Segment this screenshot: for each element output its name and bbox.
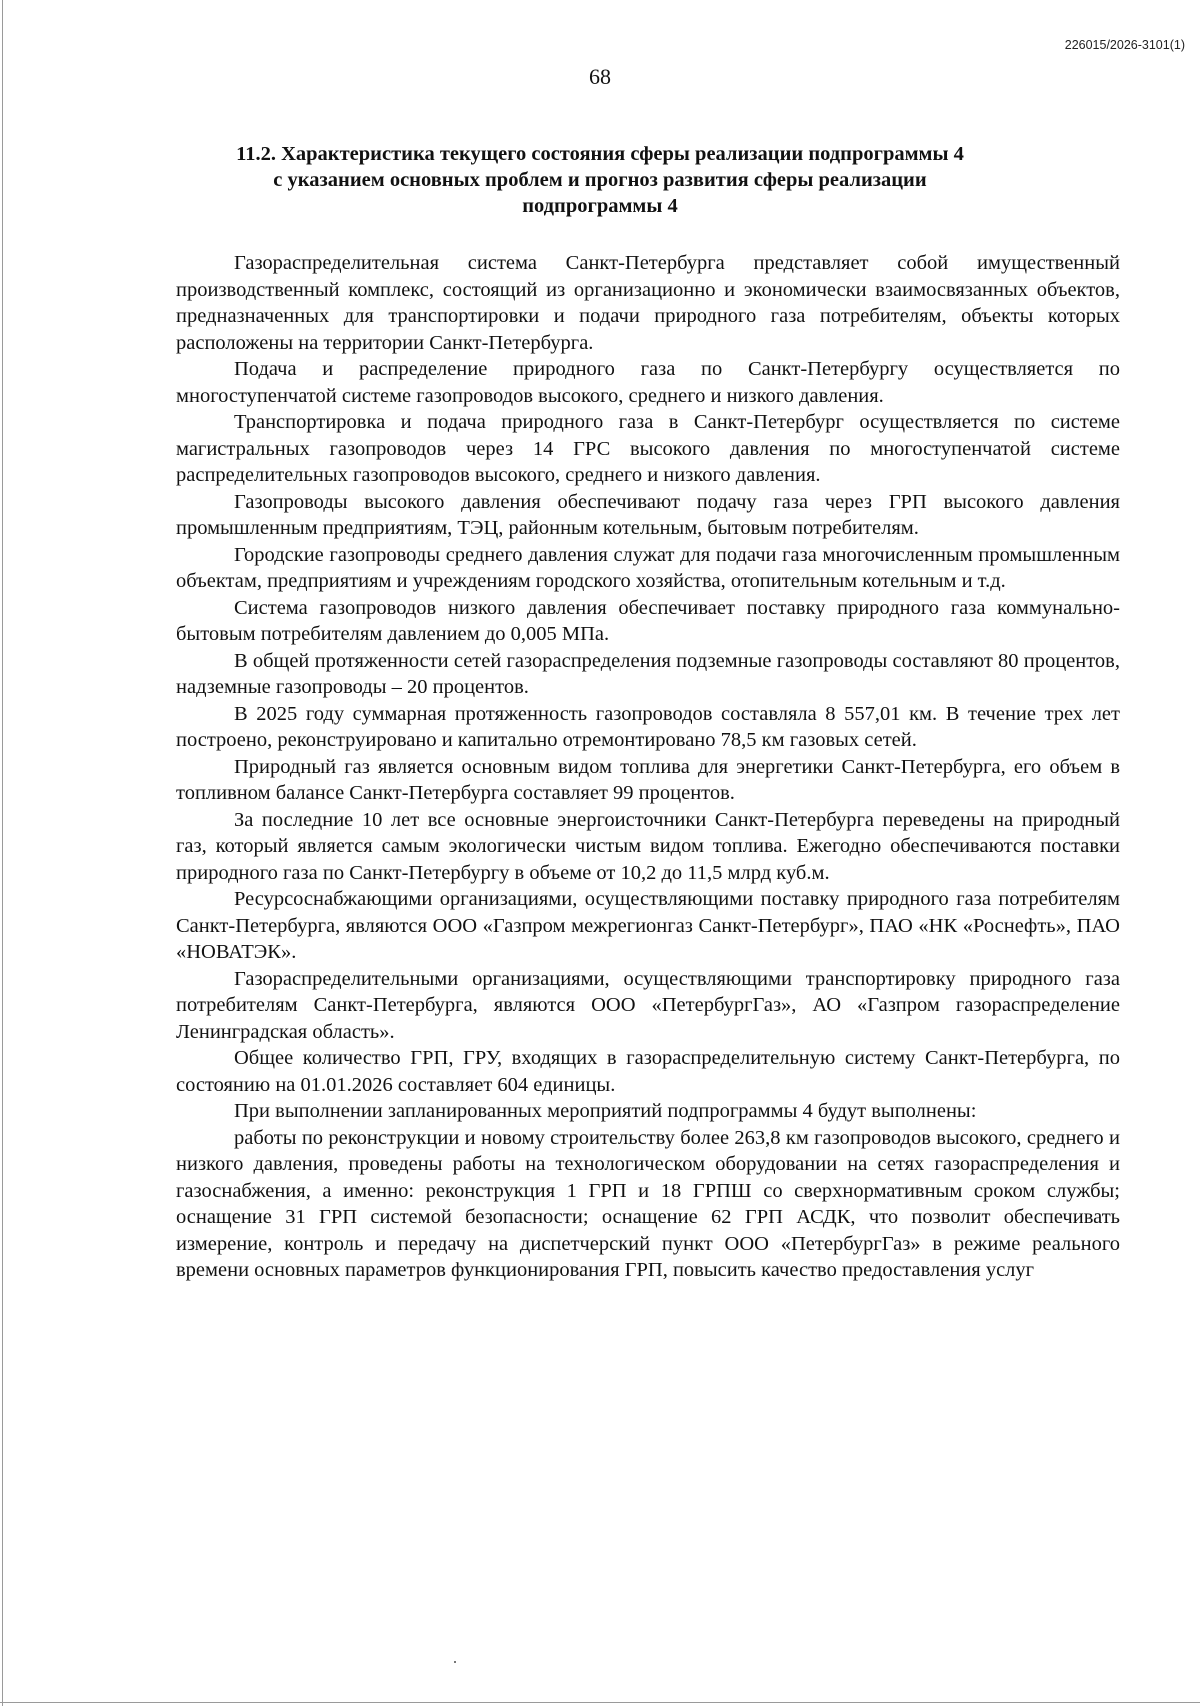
paragraph: Природный газ является основным видом топлива для энергетики Санкт-Петербурга, его объем в топливном балансе Санкт-Петербурга составляет 99 процентов. bbox=[176, 755, 1120, 804]
paragraph: Общее количество ГРП, ГРУ, входящих в газораспределительную систему Санкт-Петербурга, по состоянию на 01.01.2026 составляет 604 единицы. bbox=[176, 1047, 1120, 1096]
paragraph: работы по реконструкции и новому строительству более 263,8 км газопроводов высокого, среднего и низкого давления, проведены работы на технологическом оборудовании на сетях газораспределения и газоснабжения, а именно: реконструкция 1 ГРП и 18 ГРПШ со сверхнормативным сроком службы; оснащение 31 ГРП системой безопасности; оснащение 62 ГРП АСДК, что позволит обеспечивать измерение, контроль и передачу на диспетчерский пункт ООО «ПетербургГаз» в режиме реального времени основных параметров функционирования ГРП, повысить качество предоставления услуг bbox=[176, 1126, 1120, 1281]
heading-line: с указанием основных проблем и прогноз развития сферы реализации bbox=[273, 169, 927, 191]
paragraph: Газораспределительными организациями, осуществляющими транспортировку природного газа потребителям Санкт-Петербурга, являются ООО «ПетербургГаз», АО «Газпром газораспределение Ленинградская область». bbox=[176, 967, 1120, 1043]
paragraph: Ресурсоснабжающими организациями, осуществляющими поставку природного газа потребителям Санкт-Петербурга, являются ООО «Газпром межрегионгаз Санкт-Петербург», ПАО «НК «Роснефть», ПАО «НОВАТЭК». bbox=[176, 888, 1120, 963]
paragraph: Транспортировка и подача природного газа в Санкт-Петербург осуществляется по системе магистральных газопроводов через 14 ГРС высокого давления по многоступенчатой системе распределительных газопроводов высокого, среднего и низкого давления. bbox=[176, 411, 1120, 486]
heading-line: 11.2. Характеристика текущего состояния сферы реализации подпрограммы 4 bbox=[236, 143, 964, 165]
paragraph: При выполнении запланированных мероприятий подпрограммы 4 будут выполнены: bbox=[234, 1100, 977, 1122]
scan-edge-left bbox=[2, 0, 3, 1706]
paragraph: Система газопроводов низкого давления обеспечивает поставку природного газа коммунально-бытовым потребителям давлением до 0,005 МПа. bbox=[176, 596, 1120, 645]
paragraph: Городские газопроводы среднего давления служат для подачи газа многочисленным промышленным объектам, предприятиям и учреждениям городского хозяйства, отопительным котельным и т.д. bbox=[176, 543, 1120, 592]
paragraph: Газораспределительная система Санкт-Петербурга представляет собой имущественный производственный комплекс, состоящий из организационно и экономически взаимосвязанных объектов, предназначенных для транспортировки и подачи природного газа потребителям, объекты которых расположены на территории Санкт-Петербурга. bbox=[176, 252, 1120, 354]
paragraph: За последние 10 лет все основные энергоисточники Санкт-Петербурга переведены на природный газ, который является самым экологически чистым видом топлива. Ежегодно обеспечиваются поставки природного газа по Санкт-Петербургу в объеме от 10,2 до 11,5 млрд куб.м. bbox=[176, 808, 1120, 884]
section-heading bbox=[160, 141, 1040, 219]
paragraph: Подача и распределение природного газа по Санкт-Петербургу осуществляется по многоступенчатой системе газопроводов высокого, среднего и низкого давления. bbox=[176, 358, 1120, 407]
section-body bbox=[176, 250, 1120, 1284]
paragraph: Газопроводы высокого давления обеспечивают подачу газа через ГРП высокого давления промышленным предприятиям, ТЭЦ, районным котельным, бытовым потребителям. bbox=[176, 490, 1120, 539]
document-registration-code: 226015/2026-3101(1) bbox=[1064, 38, 1185, 52]
paragraph: В 2025 году суммарная протяженность газопроводов составляла 8 557,01 км. В течение трех лет построено, реконструировано и капитально отремонтировано 78,5 км газовых сетей. bbox=[176, 702, 1120, 751]
scan-edge-bottom bbox=[0, 1702, 1200, 1703]
scan-speck bbox=[454, 1661, 456, 1663]
page-number: 68 bbox=[589, 64, 611, 89]
paragraph: В общей протяженности сетей газораспределения подземные газопроводы составляют 80 процентов, надземные газопроводы – 20 процентов. bbox=[176, 649, 1120, 698]
heading-line: подпрограммы 4 bbox=[522, 195, 678, 217]
